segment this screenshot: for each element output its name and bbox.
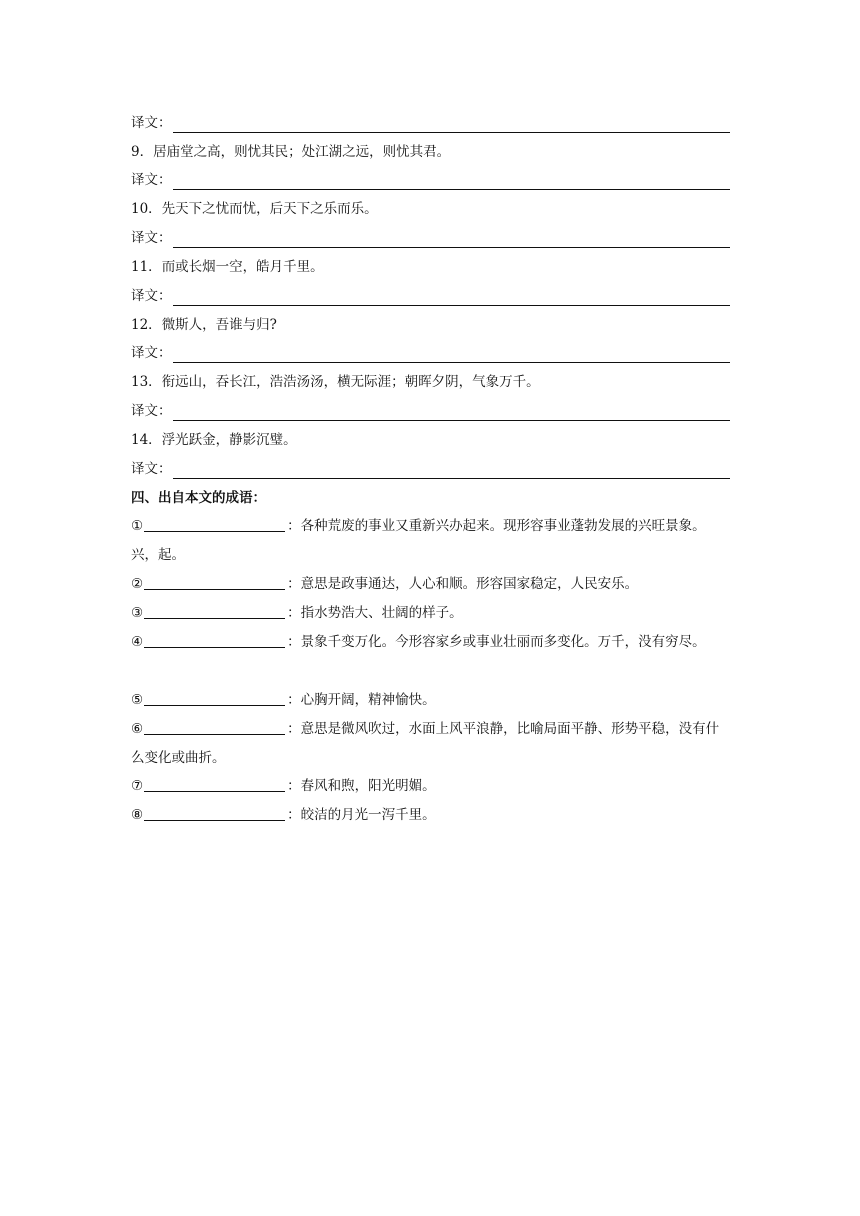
question-number: 14．: [131, 432, 162, 448]
idiom-marker: ①: [131, 518, 144, 534]
idiom-item: [131, 628, 730, 657]
idiom-marker: ⑧: [131, 807, 144, 823]
idiom-blank[interactable]: [144, 633, 285, 648]
idiom-definition: ：各种荒废的事业又重新兴办起来。现形容事业蓬勃发展的兴旺景象。兴，起。: [131, 518, 706, 563]
translation-label: 译文：: [131, 288, 172, 304]
idiom-definition: ：景象千变万化。今形容家乡或事业壮丽而多变化。万千，没有穷尽。: [287, 634, 706, 650]
question-item: [131, 315, 730, 335]
idiom-item: [131, 570, 730, 599]
idiom-item: [131, 715, 730, 773]
question-item: [131, 142, 730, 162]
idiom-marker: ⑥: [131, 721, 144, 737]
idiom-marker: ②: [131, 576, 144, 592]
translation-row: [131, 228, 730, 248]
translation-row: [131, 113, 730, 133]
idiom-blank[interactable]: [144, 720, 285, 735]
idiom-definition: ：意思是政事通达，人心和顺。形容国家稳定，人民安乐。: [287, 576, 639, 592]
translation-blank[interactable]: [173, 118, 731, 133]
idiom-item: [131, 512, 730, 570]
question-text: 衔远山，吞长江，浩浩汤汤，横无际涯；朝晖夕阴，气象万千。: [161, 374, 540, 390]
translation-row: [131, 170, 730, 190]
question-item: [131, 430, 730, 450]
idiom-blank[interactable]: [144, 604, 285, 619]
question-item: [131, 199, 730, 219]
question-text: 而或长烟一空，皓月千里。: [161, 259, 324, 275]
translation-label: 译文：: [131, 230, 172, 246]
question-text: 先天下之忧而忧，后天下之乐而乐。: [161, 201, 378, 217]
translation-label: 译文：: [131, 115, 172, 131]
idiom-definition: ：意思是微风吹过，水面上风平浪静，比喻局面平静、形势平稳，没有什么变化或曲折。: [131, 721, 720, 766]
translation-blank[interactable]: [173, 175, 731, 190]
question-text: 微斯人，吾谁与归?: [161, 317, 277, 333]
translation-blank[interactable]: [173, 291, 731, 306]
idiom-definition: ：皎洁的月光一泻千里。: [287, 807, 436, 823]
question-text: 浮光跃金，静影沉璧。: [161, 432, 297, 448]
idiom-blank[interactable]: [144, 517, 285, 532]
idiom-item: [131, 599, 730, 628]
translation-label: 译文：: [131, 345, 172, 361]
question-text: 居庙堂之高，则忧其民；处江湖之远，则忧其君。: [153, 144, 451, 160]
translation-blank[interactable]: [173, 406, 731, 421]
idiom-item: [131, 686, 730, 715]
idiom-definition: ：心胸开阔，精神愉快。: [287, 692, 436, 708]
question-number: 9．: [131, 144, 154, 160]
translation-row: [131, 401, 730, 421]
idiom-definition: ：春风和煦，阳光明媚。: [287, 778, 436, 794]
question-number: 13．: [131, 374, 162, 390]
question-number: 10．: [131, 201, 162, 217]
idiom-item: [131, 772, 730, 801]
translation-blank[interactable]: [173, 348, 731, 363]
question-number: 11．: [131, 259, 162, 275]
idiom-blank[interactable]: [144, 806, 285, 821]
translation-label: 译文：: [131, 461, 172, 477]
question-item: [131, 257, 730, 277]
translation-label: 译文：: [131, 172, 172, 188]
translation-row: [131, 286, 730, 306]
translation-blank[interactable]: [173, 233, 731, 248]
question-number: 12．: [131, 317, 162, 333]
translation-label: 译文：: [131, 403, 172, 419]
question-item: [131, 372, 730, 392]
translation-row: [131, 459, 730, 479]
idiom-definition: ：指水势浩大、壮阔的样子。: [287, 605, 463, 621]
idiom-blank[interactable]: [144, 575, 285, 590]
idiom-blank[interactable]: [144, 691, 285, 706]
idiom-marker: ③: [131, 605, 144, 621]
idiom-marker: ⑦: [131, 778, 144, 794]
translation-row: [131, 343, 730, 363]
section-heading: 四、出自本文的成语：: [131, 490, 266, 506]
idiom-blank[interactable]: [144, 777, 285, 792]
idiom-marker: ④: [131, 634, 144, 650]
idiom-marker: ⑤: [131, 692, 144, 708]
translation-blank[interactable]: [173, 464, 731, 479]
idiom-item: [131, 801, 730, 830]
